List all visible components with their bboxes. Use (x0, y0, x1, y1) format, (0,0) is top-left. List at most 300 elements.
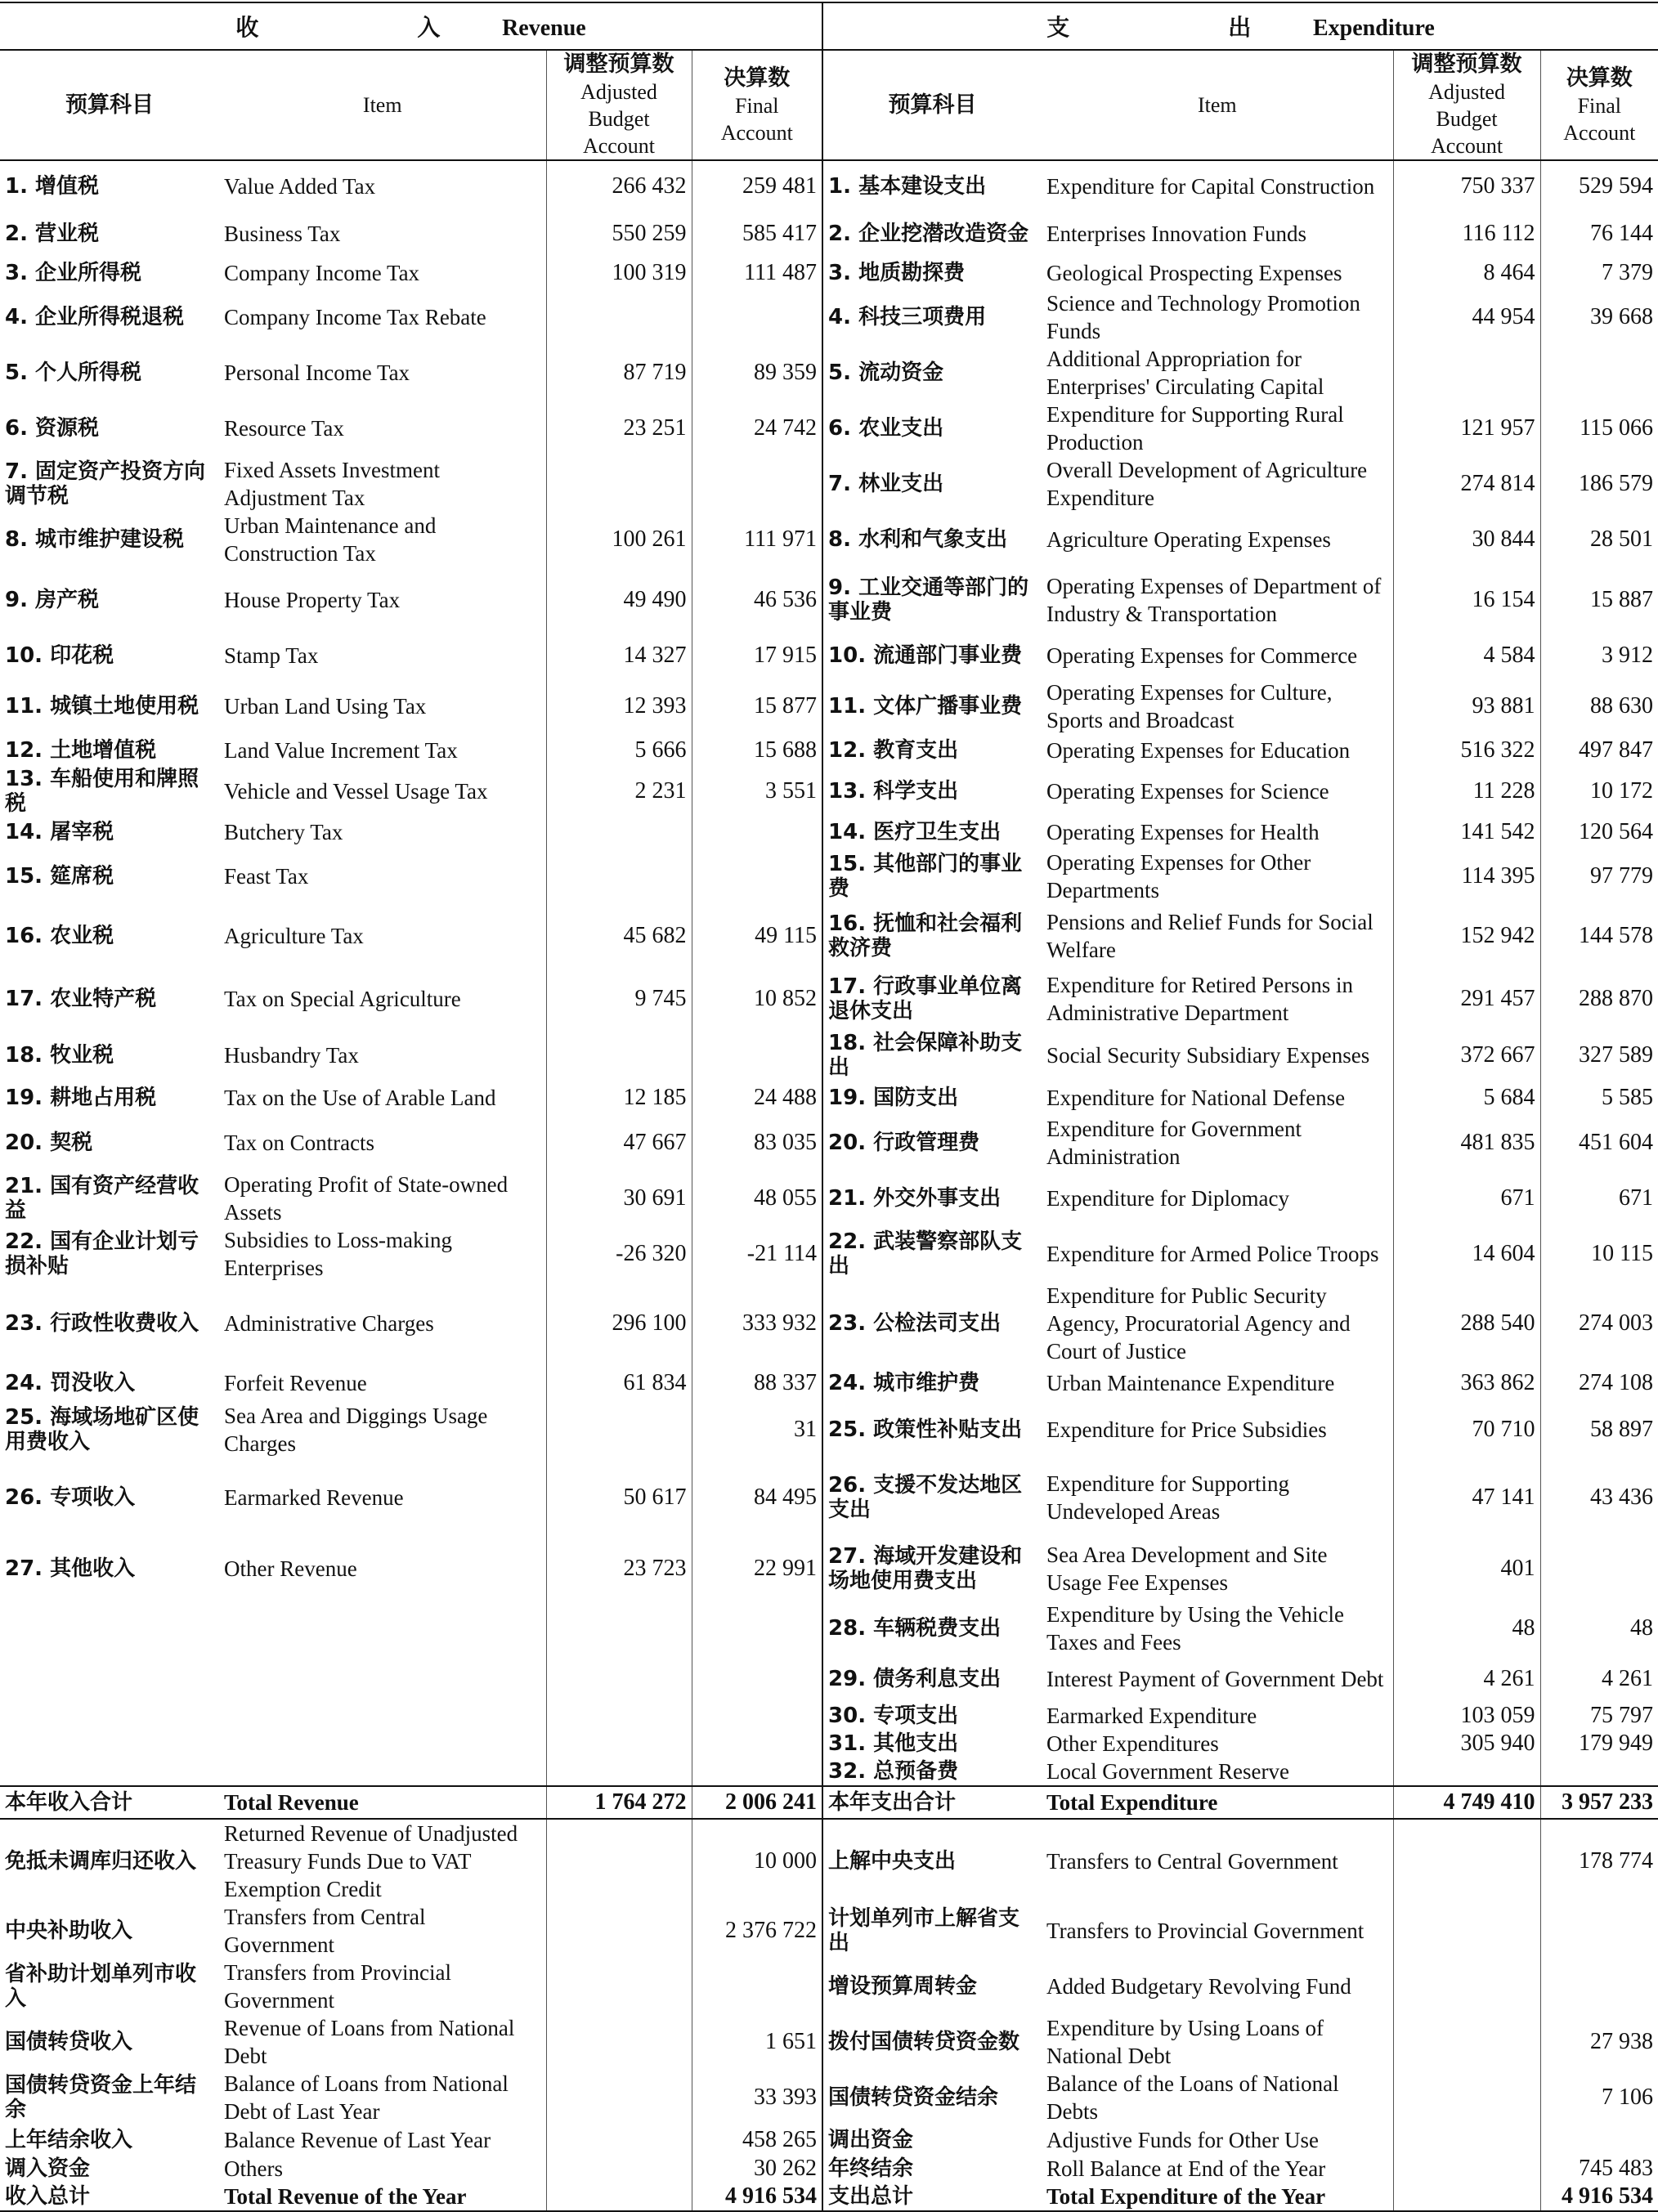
expenditure-subject-cn: 计划单列市上解省支出 (828, 1906, 1020, 1955)
table-row (0, 1226, 1658, 1282)
expenditure-adjusted-value (1393, 345, 1540, 401)
expenditure-final-value: 5 585 (1540, 1081, 1658, 1115)
expenditure-final-value: 115 066 (1540, 401, 1658, 456)
expenditure-adjusted-value: 121 957 (1393, 401, 1540, 456)
expenditure-final-value: 4 261 (1540, 1656, 1658, 1702)
expenditure-item-en: Added Budgetary Revolving Fund (1046, 1974, 1351, 1999)
revenue-adjusted-value (546, 1601, 692, 1656)
expenditure-adjusted-value (1393, 2125, 1540, 2155)
table-row (0, 904, 1658, 968)
col-header-adjusted-en: Adjusted Budget Account (1428, 80, 1505, 158)
transfer-row (0, 1959, 1658, 2014)
expenditure-subject-cn: 5. 流动资金 (828, 360, 944, 385)
expenditure-adjusted-value: 152 942 (1393, 904, 1540, 968)
section-header-row (0, 2, 1658, 50)
revenue-adjusted-value (546, 2155, 692, 2183)
revenue-subject-cn: 国债转贷资金上年结余 (5, 2073, 197, 2122)
revenue-final-value: 2 006 241 (692, 1786, 822, 1819)
revenue-adjusted-value: 100 261 (546, 512, 692, 567)
revenue-item-en: Tax on Special Agriculture (224, 987, 461, 1011)
revenue-adjusted-value: 5 666 (546, 734, 692, 767)
expenditure-adjusted-value (1393, 1758, 1540, 1786)
revenue-adjusted-value: 61 834 (546, 1365, 692, 1401)
revenue-final-value (692, 1702, 822, 1730)
revenue-final-value: 24 488 (692, 1081, 822, 1115)
expenditure-final-value: 4 916 534 (1540, 2183, 1658, 2211)
revenue-final-value: 1 651 (692, 2014, 822, 2070)
expenditure-adjusted-value: 274 814 (1393, 456, 1540, 512)
table-row (0, 968, 1658, 1030)
transfer-row (0, 1903, 1658, 1959)
revenue-adjusted-value: 9 745 (546, 968, 692, 1030)
revenue-final-value (692, 849, 822, 904)
expenditure-final-value: 88 630 (1540, 678, 1658, 734)
transfer-row (0, 2155, 1658, 2183)
revenue-subject-cn (0, 1656, 219, 1702)
expenditure-subject-cn: 7. 林业支出 (828, 472, 944, 496)
expenditure-item-en: Adjustive Funds for Other Use (1046, 2128, 1320, 2152)
revenue-item-en: Transfers from Provincial Government (224, 1960, 451, 2013)
table-row (0, 1171, 1658, 1226)
expenditure-final-value: 43 436 (1540, 1458, 1658, 1537)
revenue-adjusted-value: 550 259 (546, 211, 692, 257)
table-row (0, 1115, 1658, 1171)
revenue-adjusted-value: 296 100 (546, 1282, 692, 1365)
expenditure-adjusted-value (1393, 2155, 1540, 2183)
expenditure-adjusted-value: 4 584 (1393, 633, 1540, 678)
revenue-final-value: 111 971 (692, 512, 822, 567)
expenditure-adjusted-value: 14 604 (1393, 1226, 1540, 1282)
expenditure-item-en: Earmarked Expenditure (1046, 1704, 1257, 1728)
revenue-item-en: Fixed Assets Investment Adjustment Tax (224, 458, 440, 510)
expenditure-title-en: Expenditure (1313, 16, 1435, 41)
revenue-adjusted-value: 14 327 (546, 633, 692, 678)
revenue-adjusted-value: 1 764 272 (546, 1786, 692, 1819)
expenditure-final-value: 28 501 (1540, 512, 1658, 567)
revenue-final-value (692, 1601, 822, 1656)
revenue-subject-cn (0, 1730, 219, 1758)
table-row (0, 1601, 1658, 1656)
expenditure-final-value: 48 (1540, 1601, 1658, 1656)
revenue-final-value (692, 289, 822, 345)
expenditure-subject-cn: 14. 医疗卫生支出 (828, 820, 1002, 844)
expenditure-item-en: Urban Maintenance Expenditure (1046, 1371, 1335, 1395)
col-header-subject: 预算科目 (822, 50, 1042, 160)
revenue-final-value: 458 265 (692, 2125, 822, 2155)
expenditure-item-en: Operating Expenses for Culture, Sports and Broadcast (1046, 680, 1333, 732)
revenue-subject-cn: 9. 房产税 (5, 588, 100, 612)
expenditure-subject-cn: 2. 企业挖潜改造资金 (828, 222, 1029, 246)
expenditure-subject-cn: 25. 政策性补贴支出 (828, 1417, 1023, 1442)
revenue-subject-cn: 本年收入合计 (0, 1786, 219, 1819)
revenue-item-en: Land Value Increment Tax (224, 738, 458, 763)
expenditure-adjusted-value (1393, 1903, 1540, 1959)
revenue-item-en: Revenue of Loans from National Debt (224, 2016, 515, 2068)
revenue-adjusted-value (546, 1903, 692, 1959)
expenditure-adjusted-value: 93 881 (1393, 678, 1540, 734)
expenditure-item-en: Pensions and Relief Funds for Social Welfare (1046, 910, 1373, 962)
expenditure-item-en: Expenditure for Capital Construction (1046, 173, 1375, 199)
expenditure-item-en: Expenditure for Government Administration (1046, 1117, 1302, 1169)
col-header-final-en: Final Account (1563, 93, 1636, 145)
expenditure-adjusted-value: 47 141 (1393, 1458, 1540, 1537)
expenditure-adjusted-value: 4 261 (1393, 1656, 1540, 1702)
revenue-final-value: 24 742 (692, 401, 822, 456)
revenue-adjusted-value: 12 393 (546, 678, 692, 734)
revenue-subject-cn: 6. 资源税 (5, 416, 100, 441)
expenditure-item-en: Expenditure for Retired Persons in Administrative Department (1046, 973, 1353, 1025)
revenue-subject-cn: 免抵未调库归还收入 (5, 1849, 197, 1874)
col-header-adjusted (546, 50, 692, 160)
expenditure-subject-cn: 调出资金 (828, 2128, 914, 2152)
revenue-subject-cn: 调入资金 (5, 2156, 91, 2181)
expenditure-adjusted-value: 103 059 (1393, 1702, 1540, 1730)
expenditure-item-en: Operating Expenses for Science (1046, 779, 1329, 804)
revenue-adjusted-value (546, 456, 692, 512)
revenue-item-en: Stamp Tax (224, 643, 319, 668)
revenue-item-en: Urban Maintenance and Construction Tax (224, 513, 437, 566)
revenue-final-value: 88 337 (692, 1365, 822, 1401)
expenditure-subject-cn: 22. 武装警察部队支出 (828, 1229, 1023, 1278)
expenditure-subject-cn: 30. 专项支出 (828, 1704, 959, 1728)
expenditure-adjusted-value (1393, 1959, 1540, 2014)
revenue-subject-cn: 12. 土地增值税 (5, 738, 157, 763)
revenue-item-en (219, 1758, 546, 1786)
revenue-subject-cn: 25. 海域场地矿区使用费收入 (5, 1405, 199, 1454)
revenue-subject-cn: 13. 车船使用和牌照税 (5, 767, 199, 816)
revenue-adjusted-value (546, 289, 692, 345)
expenditure-final-value (1540, 2125, 1658, 2155)
revenue-item-en: Balance Revenue of Last Year (224, 2128, 491, 2152)
expenditure-item-en: Expenditure for Supporting Rural Production (1046, 402, 1344, 454)
revenue-subject-cn: 7. 固定资产投资方向调节税 (5, 459, 206, 508)
revenue-final-value: 31 (692, 1401, 822, 1458)
revenue-subject-cn: 20. 契税 (5, 1131, 93, 1155)
expenditure-item-en: Expenditure for Diplomacy (1046, 1186, 1289, 1211)
revenue-final-value (692, 1730, 822, 1758)
expenditure-subject-cn: 21. 外交外事支出 (828, 1186, 1002, 1211)
expenditure-item-en: Total Expenditure (1042, 1786, 1393, 1819)
expenditure-adjusted-value: 11 228 (1393, 767, 1540, 816)
revenue-final-value: 333 932 (692, 1282, 822, 1365)
expenditure-item-en: Expenditure for Armed Police Troops (1046, 1242, 1379, 1266)
revenue-item-en: Forfeit Revenue (224, 1371, 367, 1395)
expenditure-item-en: Operating Expenses for Health (1046, 820, 1320, 844)
revenue-item-en: Others (224, 2156, 283, 2181)
table-row (0, 633, 1658, 678)
revenue-subject-cn: 国债转贷收入 (5, 2030, 133, 2054)
revenue-subject-cn: 省补助计划单列市收入 (5, 1962, 197, 2011)
revenue-final-value: 585 417 (692, 211, 822, 257)
revenue-adjusted-value (546, 2183, 692, 2211)
revenue-adjusted-value: 23 251 (546, 401, 692, 456)
revenue-item-en: Subsidies to Loss-making Enterprises (224, 1228, 453, 1280)
revenue-item-en: Tax on Contracts (224, 1131, 375, 1155)
revenue-item-en: Operating Profit of State-owned Assets (224, 1172, 509, 1225)
expenditure-adjusted-value: 372 667 (1393, 1030, 1540, 1081)
expenditure-subject-cn: 3. 地质勘探费 (828, 261, 966, 285)
table-row (0, 512, 1658, 567)
expenditure-subject-cn: 国债转贷资金结余 (828, 2085, 999, 2110)
expenditure-item-en: Enterprises Innovation Funds (1046, 222, 1307, 246)
table-row (0, 289, 1658, 345)
revenue-final-value: 48 055 (692, 1171, 822, 1226)
expenditure-adjusted-value (1393, 2070, 1540, 2125)
expenditure-final-value: 745 483 (1540, 2155, 1658, 2183)
table-row (0, 401, 1658, 456)
revenue-adjusted-value (546, 816, 692, 849)
expenditure-subject-cn: 10. 流通部门事业费 (828, 643, 1023, 668)
revenue-subject-cn: 17. 农业特产税 (5, 987, 157, 1011)
revenue-subject-cn: 3. 企业所得税 (5, 261, 142, 285)
expenditure-subject-cn: 18. 社会保障补助支出 (828, 1031, 1023, 1080)
expenditure-item-en: Sea Area Development and Site Usage Fee Expenses (1046, 1543, 1328, 1595)
transfer-row (0, 1819, 1658, 1903)
table-row (0, 1656, 1658, 1702)
revenue-item-en: Earmarked Revenue (224, 1485, 404, 1510)
expenditure-subject-cn: 6. 农业支出 (828, 416, 944, 441)
revenue-final-value: 10 000 (692, 1819, 822, 1903)
expenditure-adjusted-value: 750 337 (1393, 160, 1540, 211)
revenue-item-en: Business Tax (224, 222, 341, 246)
revenue-adjusted-value (546, 1819, 692, 1903)
revenue-subject-cn: 上年结余收入 (5, 2128, 133, 2152)
revenue-final-value: 22 991 (692, 1537, 822, 1601)
col-header-final-cn: 决算数 (724, 65, 791, 91)
expenditure-adjusted-value: 30 844 (1393, 512, 1540, 567)
expenditure-subject-cn: 年终结余 (828, 2156, 914, 2181)
expenditure-final-value: 97 779 (1540, 849, 1658, 904)
revenue-item-en: Resource Tax (224, 416, 344, 441)
expenditure-subject-cn: 24. 城市维护费 (828, 1371, 980, 1395)
expenditure-adjusted-value: 401 (1393, 1537, 1540, 1601)
revenue-subject-cn: 4. 企业所得税退税 (5, 305, 185, 329)
expenditure-subject-cn: 拨付国债转贷资金数 (828, 2030, 1020, 2054)
revenue-final-value: 15 688 (692, 734, 822, 767)
expenditure-final-value (1540, 1537, 1658, 1601)
table-row (0, 160, 1658, 211)
revenue-item-en (219, 1601, 546, 1656)
revenue-subject-cn: 8. 城市维护建设税 (5, 527, 185, 552)
revenue-final-value (692, 1959, 822, 2014)
col-header-subject: 预算科目 (0, 50, 219, 160)
revenue-final-value: 46 536 (692, 567, 822, 633)
revenue-item-en: Sea Area and Diggings Usage Charges (224, 1404, 488, 1456)
revenue-subject-cn: 15. 筵席税 (5, 864, 114, 889)
expenditure-item-en: Local Government Reserve (1046, 1759, 1289, 1784)
budget-table (0, 2, 1658, 2212)
revenue-subject-cn: 5. 个人所得税 (5, 360, 142, 385)
table-row (0, 345, 1658, 401)
revenue-item-en: House Property Tax (224, 588, 401, 612)
expenditure-final-value: 288 870 (1540, 968, 1658, 1030)
expenditure-final-value: 10 172 (1540, 767, 1658, 816)
expenditure-item-en: Balance of the Loans of National Debts (1046, 2071, 1339, 2124)
expenditure-item-en: Roll Balance at End of the Year (1046, 2156, 1326, 2181)
revenue-subject-cn: 2. 营业税 (5, 222, 100, 246)
expenditure-adjusted-value (1393, 2014, 1540, 2070)
expenditure-subject-cn: 31. 其他支出 (828, 1731, 959, 1756)
revenue-subject-cn: 中央补助收入 (5, 1919, 133, 1943)
expenditure-final-value: 15 887 (1540, 567, 1658, 633)
expenditure-final-value: 3 957 233 (1540, 1786, 1658, 1819)
revenue-adjusted-value: 50 617 (546, 1458, 692, 1537)
col-header-adjusted-en: Adjusted Budget Account (580, 80, 657, 158)
revenue-item-en (219, 1656, 546, 1702)
expenditure-adjusted-value: 291 457 (1393, 968, 1540, 1030)
expenditure-final-value: 529 594 (1540, 160, 1658, 211)
revenue-final-value: 3 551 (692, 767, 822, 816)
col-header-final (692, 50, 822, 160)
col-header-item: Item (219, 50, 546, 160)
revenue-item-en: Husbandry Tax (224, 1043, 359, 1068)
revenue-subject-cn: 11. 城镇土地使用税 (5, 694, 199, 719)
expenditure-adjusted-value: 516 322 (1393, 734, 1540, 767)
revenue-final-value: 30 262 (692, 2155, 822, 2183)
expenditure-final-value (1540, 345, 1658, 401)
revenue-item-en: Personal Income Tax (224, 360, 410, 385)
expenditure-item-en: Expenditure for National Defense (1046, 1086, 1346, 1110)
revenue-adjusted-value: 47 667 (546, 1115, 692, 1171)
expenditure-section-title (822, 2, 1658, 50)
expenditure-subject-cn: 9. 工业交通等部门的事业费 (828, 575, 1029, 625)
revenue-item-en: Butchery Tax (224, 820, 343, 844)
revenue-adjusted-value: 12 185 (546, 1081, 692, 1115)
revenue-final-value (692, 1656, 822, 1702)
expenditure-subject-cn: 20. 行政管理费 (828, 1131, 980, 1155)
revenue-item-en: Value Added Tax (224, 173, 376, 199)
revenue-final-value (692, 1758, 822, 1786)
revenue-subject-cn: 1. 增值税 (5, 173, 100, 199)
revenue-item-en: Urban Land Using Tax (224, 694, 427, 719)
expenditure-item-en: Expenditure for Supporting Undeveloped Areas (1046, 1471, 1289, 1524)
expenditure-adjusted-value (1393, 1819, 1540, 1903)
revenue-subject-cn: 收入总计 (0, 2183, 219, 2211)
expenditure-final-value: 27 938 (1540, 2014, 1658, 2070)
expenditure-item-en: Social Security Subsidiary Expenses (1046, 1043, 1370, 1068)
revenue-adjusted-value (546, 2070, 692, 2125)
revenue-subject-cn: 22. 国有企业计划亏损补贴 (5, 1229, 199, 1278)
table-row (0, 734, 1658, 767)
expenditure-subject-cn: 13. 科学支出 (828, 779, 959, 804)
revenue-subject-cn: 21. 国有资产经营收益 (5, 1174, 199, 1223)
expenditure-final-value: 7 379 (1540, 257, 1658, 289)
transfer-row (0, 2125, 1658, 2155)
revenue-subject-cn: 26. 专项收入 (5, 1485, 136, 1510)
expenditure-subject-cn: 8. 水利和气象支出 (828, 527, 1008, 552)
revenue-subject-cn: 10. 印花税 (5, 643, 114, 668)
revenue-item-en: Feast Tax (224, 864, 309, 889)
table-row (0, 1702, 1658, 1730)
expenditure-adjusted-value: 305 940 (1393, 1730, 1540, 1758)
expenditure-final-value (1540, 1903, 1658, 1959)
expenditure-adjusted-value: 4 749 410 (1393, 1786, 1540, 1819)
expenditure-item-en: Expenditure by Using the Vehicle Taxes and Fees (1046, 1602, 1344, 1655)
expenditure-item-en: Geological Prospecting Expenses (1046, 261, 1342, 285)
revenue-adjusted-value (546, 2014, 692, 2070)
revenue-adjusted-value: -26 320 (546, 1226, 692, 1282)
col-header-adjusted (1393, 50, 1540, 160)
revenue-adjusted-value: 87 719 (546, 345, 692, 401)
revenue-item-en: Total Revenue (219, 1786, 546, 1819)
revenue-adjusted-value (546, 849, 692, 904)
expenditure-subject-cn: 23. 公检法司支出 (828, 1311, 1002, 1336)
revenue-adjusted-value (546, 1758, 692, 1786)
table-row (0, 257, 1658, 289)
col-header-final-cn: 决算数 (1566, 65, 1633, 91)
expenditure-adjusted-value: 116 112 (1393, 211, 1540, 257)
expenditure-item-en: Science and Technology Promotion Funds (1046, 291, 1360, 343)
revenue-item-en (219, 1730, 546, 1758)
revenue-item-en: Company Income Tax Rebate (224, 305, 486, 329)
revenue-adjusted-value: 30 691 (546, 1171, 692, 1226)
revenue-item-en: Transfers from Central Government (224, 1905, 426, 1957)
expenditure-item-en: Transfers to Central Government (1046, 1849, 1338, 1874)
revenue-item-en: Total Revenue of the Year (219, 2183, 546, 2211)
expenditure-adjusted-value: 671 (1393, 1171, 1540, 1226)
expenditure-final-value: 10 115 (1540, 1226, 1658, 1282)
table-row (0, 1730, 1658, 1758)
expenditure-adjusted-value: 8 464 (1393, 257, 1540, 289)
expenditure-final-value (1540, 1959, 1658, 2014)
expenditure-final-value: 179 949 (1540, 1730, 1658, 1758)
col-header-adjusted-cn: 调整预算数 (1411, 51, 1522, 77)
revenue-adjusted-value (546, 2125, 692, 2155)
expenditure-item-en: Expenditure by Using Loans of National Debt (1046, 2016, 1324, 2068)
revenue-item-en: Vehicle and Vessel Usage Tax (224, 779, 488, 804)
revenue-adjusted-value (546, 1959, 692, 2014)
revenue-subject-cn (0, 1601, 219, 1656)
table-row (0, 1081, 1658, 1115)
revenue-subject-cn: 18. 牧业税 (5, 1043, 114, 1068)
expenditure-subject-cn: 29. 债务利息支出 (828, 1667, 1002, 1691)
revenue-final-value: 111 487 (692, 257, 822, 289)
col-header-final-en: Final Account (720, 93, 793, 145)
expenditure-subject-cn: 28. 车辆税费支出 (828, 1616, 1002, 1641)
table-row (0, 1758, 1658, 1786)
expenditure-final-value: 120 564 (1540, 816, 1658, 849)
col-header-adjusted-cn: 调整预算数 (563, 51, 674, 77)
expenditure-adjusted-value: 70 710 (1393, 1401, 1540, 1458)
total-row (0, 1786, 1658, 1819)
revenue-section-title (0, 2, 822, 50)
revenue-item-en: Other Revenue (224, 1556, 357, 1581)
expenditure-item-en: Operating Expenses for Commerce (1046, 643, 1358, 668)
revenue-final-value: 89 359 (692, 345, 822, 401)
col-header-item: Item (1042, 50, 1393, 160)
expenditure-item-en: Additional Appropriation for Enterprises' Circulating Capital (1046, 347, 1324, 399)
expenditure-final-value: 178 774 (1540, 1819, 1658, 1903)
revenue-item-en: Balance of Loans from National Debt of Last Year (224, 2071, 509, 2124)
expenditure-adjusted-value (1393, 2183, 1540, 2211)
expenditure-adjusted-value: 141 542 (1393, 816, 1540, 849)
expenditure-adjusted-value: 481 835 (1393, 1115, 1540, 1171)
expenditure-title-cn: 支 出 (1046, 14, 1289, 41)
expenditure-final-value: 58 897 (1540, 1401, 1658, 1458)
revenue-subject-cn (0, 1758, 219, 1786)
expenditure-adjusted-value: 288 540 (1393, 1282, 1540, 1365)
revenue-adjusted-value: 49 490 (546, 567, 692, 633)
revenue-adjusted-value (546, 1702, 692, 1730)
expenditure-item-en: Transfers to Provincial Government (1046, 1919, 1364, 1943)
revenue-adjusted-value (546, 1401, 692, 1458)
revenue-adjusted-value: 100 319 (546, 257, 692, 289)
expenditure-subject-cn: 上解中央支出 (828, 1849, 957, 1874)
transfer-row (0, 2014, 1658, 2070)
expenditure-final-value: 39 668 (1540, 289, 1658, 345)
revenue-final-value: 4 916 534 (692, 2183, 822, 2211)
revenue-item-en: Administrative Charges (224, 1311, 434, 1336)
